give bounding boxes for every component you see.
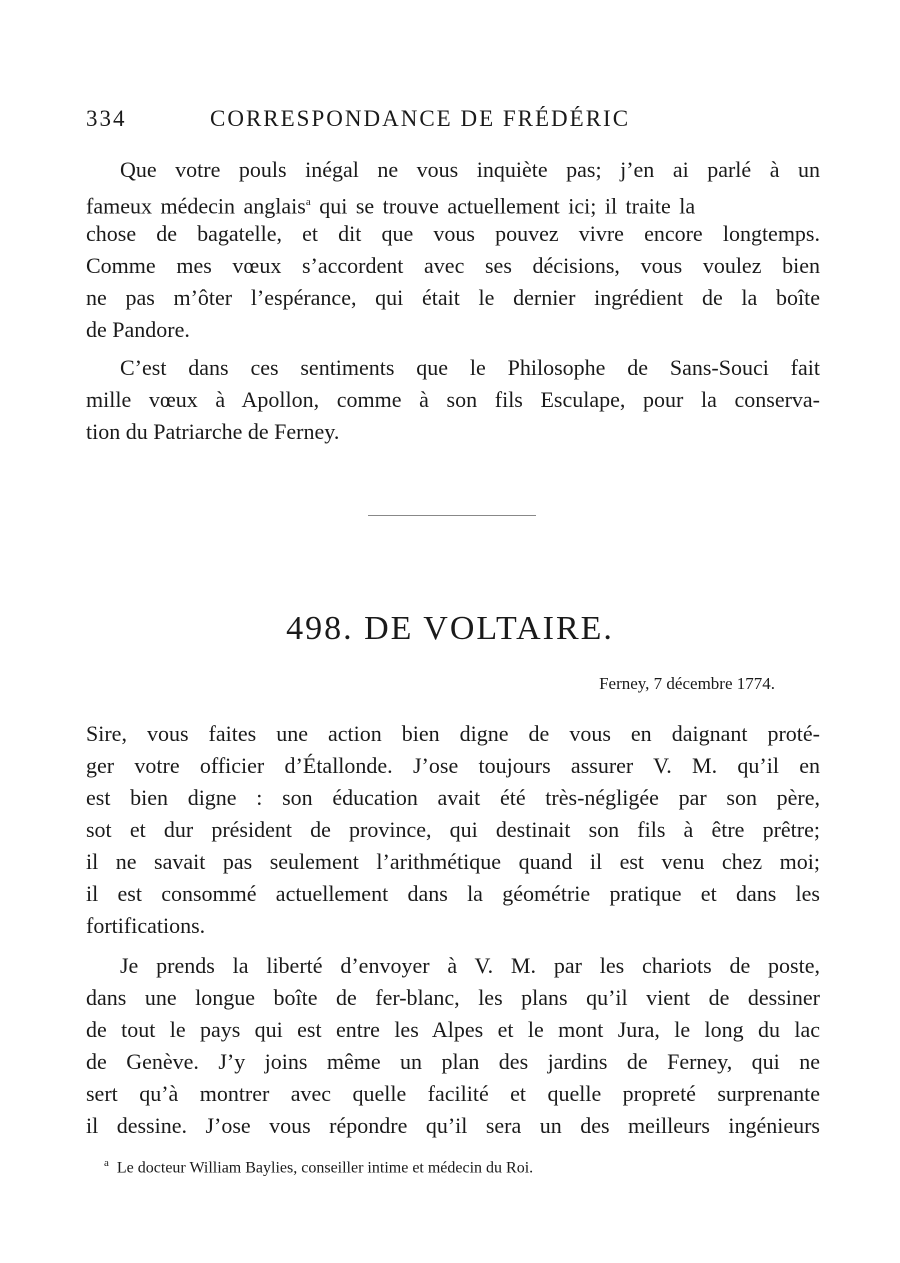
footnote: [104, 1157, 533, 1177]
text-line: est bien digne : son éducation avait été très-négligée par son père,: [86, 785, 820, 810]
text-line: il est consommé actuellement dans la géométrie pratique et dans les: [86, 881, 820, 906]
text-line: de Genève. J’y joins même un plan des jardins de Ferney, qui ne: [86, 1049, 820, 1074]
text-line: de Pandore.: [86, 317, 190, 342]
letter-title: DE VOLTAIRE.: [364, 610, 614, 647]
text-line: il ne savait pas seulement l’arithmétique quand il est venu chez moi;: [86, 849, 820, 874]
text-line: chose de bagatelle, et dit que vous pouvez vivre encore longtemps.: [86, 221, 820, 246]
text-line: C’est dans ces sentiments que le Philosophe de Sans-Souci fait: [120, 355, 820, 380]
text-line: il dessine. J’ose vous répondre qu’il sera un des meilleurs ingénieurs: [86, 1113, 820, 1138]
text-line: ne pas m’ôter l’espérance, qui était le dernier ingrédient de la boîte: [86, 285, 820, 310]
text-line: mille vœux à Apollon, comme à son fils Esculape, pour la conserva-: [86, 387, 820, 412]
running-title: CORRESPONDANCE DE FRÉDÉRIC: [210, 106, 631, 131]
text-line: dans une longue boîte de fer-blanc, les plans qu’il vient de dessiner: [86, 985, 820, 1010]
page-number: 334: [86, 106, 127, 131]
letter-number: 498.: [286, 610, 354, 647]
text-line: Que votre pouls inégal ne vous inquiète pas; j’en ai parlé à un: [120, 157, 820, 182]
text-fragment: qui se trouve actuellement ici; il traite la: [319, 193, 696, 219]
text-fragment: fameux médecin anglais: [86, 193, 306, 219]
text-line: sert qu’à montrer avec quelle facilité et quelle propreté surprenante: [86, 1081, 820, 1106]
section-divider: [368, 515, 536, 516]
footnote-marker: a: [104, 1157, 109, 1169]
text-line: sot et dur président de province, qui destinait son fils à être prêtre;: [86, 817, 820, 842]
text-line: Je prends la liberté d’envoyer à V. M. par les chariots de poste,: [120, 953, 820, 978]
dateline: Ferney, 7 décembre 1774.: [599, 674, 775, 693]
text-line: Comme mes vœux s’accordent avec ses décisions, vous voulez bien: [86, 253, 820, 278]
footnote-text: Le docteur William Baylies, conseiller intime et médecin du Roi.: [116, 1159, 534, 1177]
text-line: Sire, vous faites une action bien digne de vous en daignant proté-: [86, 721, 820, 746]
text-line: fortifications.: [86, 913, 206, 938]
letter-heading: [0, 610, 900, 648]
text-line: [86, 188, 820, 220]
text-line: ger votre officier d’Étallonde. J’ose toujours assurer V. M. qu’il en: [86, 753, 820, 778]
footnote-marker: a: [305, 196, 311, 208]
text-line: tion du Patriarche de Ferney.: [86, 419, 340, 444]
text-line: de tout le pays qui est entre les Alpes et le mont Jura, le long du lac: [86, 1017, 820, 1042]
